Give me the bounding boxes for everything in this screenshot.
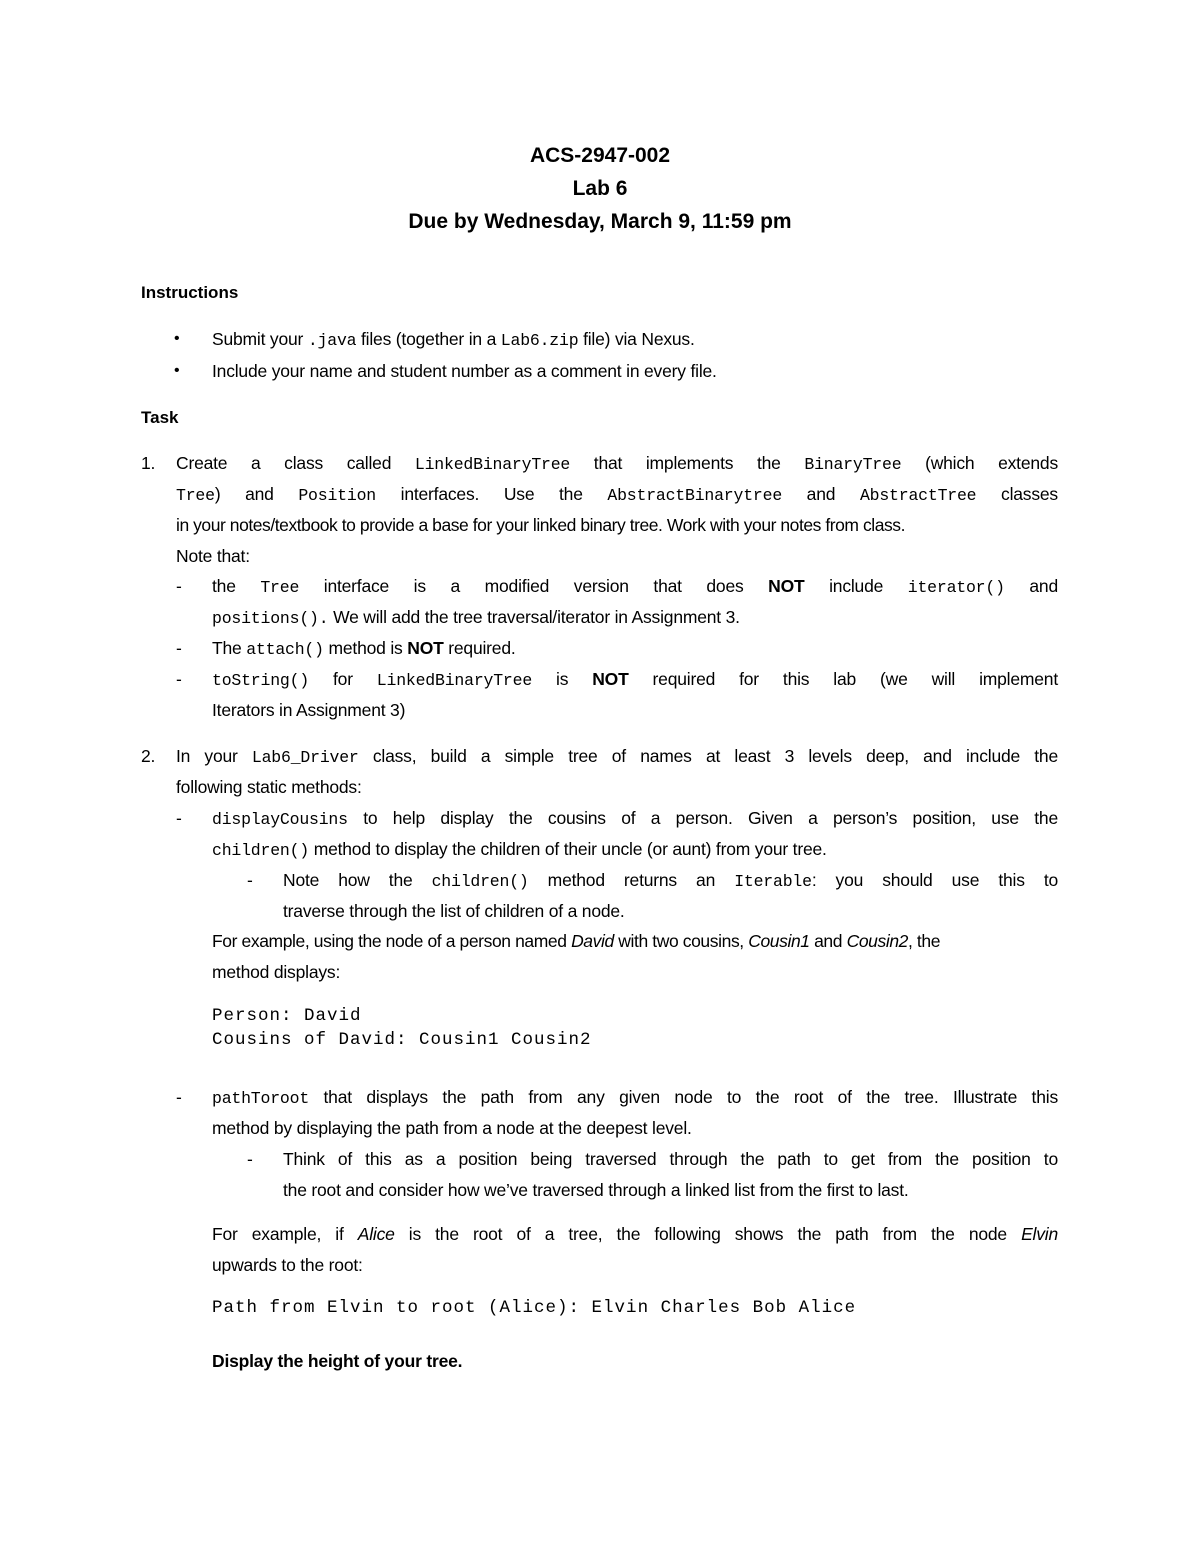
instructions-heading: Instructions <box>141 283 239 302</box>
course-code: ACS-2947-002 <box>529 144 671 167</box>
list-number: 2. <box>141 746 156 766</box>
sub-note-line: Note how the children() method returns an Iterable: you should use this to <box>283 870 1059 891</box>
example-line: method displays: <box>212 962 341 982</box>
list-number: 1. <box>141 453 156 473</box>
bullet-icon: • <box>174 330 180 347</box>
method-line: pathToroot that displays the path from any given node to the root of the tree. Illustrate this <box>212 1087 1058 1108</box>
task-item-1-line: Create a class called LinkedBinaryTree that implements the BinaryTree (which extends <box>176 453 1058 474</box>
example-line: upwards to the root: <box>212 1255 363 1275</box>
method-line: children() method to display the children of their uncle (or aunt) from your tree. <box>212 839 827 860</box>
note-line: the Tree interface is a modified version that does NOT include iterator() and <box>212 576 1058 597</box>
code-sample-line: Cousins of David: Cousin1 Cousin2 <box>212 1030 592 1050</box>
bullet-icon: • <box>174 362 180 379</box>
dash-marker: - <box>247 870 253 890</box>
code-sample-line: Person: David <box>212 1006 362 1026</box>
task-item-2-line: following static methods: <box>176 777 362 797</box>
due-date: Due by Wednesday, March 9, 11:59 pm <box>408 210 792 233</box>
dash-marker: - <box>176 576 182 596</box>
dash-marker: - <box>176 1087 182 1107</box>
example-line: For example, using the node of a person named David with two cousins, Cousin1 and Cousin2, the <box>212 931 941 951</box>
sub-note-line: Think of this as a position being traversed through the path to get from the position to <box>283 1149 1058 1169</box>
dash-marker: - <box>176 808 182 828</box>
note-line: toString() for LinkedBinaryTree is NOT required for this lab (we will implement <box>212 669 1058 690</box>
method-line: displayCousins to help display the cousins of a person. Given a person’s position, use the <box>212 808 1058 829</box>
note-line: The attach() method is NOT required. <box>212 638 516 659</box>
dash-marker: - <box>247 1149 253 1169</box>
sub-note-line: traverse through the list of children of a node. <box>283 901 625 921</box>
example-line: For example, if Alice is the root of a tree, the following shows the path from the node Elvin <box>212 1224 1058 1244</box>
lab-title: Lab 6 <box>572 177 628 200</box>
note-line: positions(). We will add the tree traversal/iterator in Assignment 3. <box>212 607 740 628</box>
dash-marker: - <box>176 638 182 658</box>
task-item-2-line: In your Lab6_Driver class, build a simple tree of names at least 3 levels deep, and include the <box>176 746 1058 767</box>
task-item-1-line: Note that: <box>176 546 250 566</box>
sub-note-line: the root and consider how we’ve traversed through a linked list from the first to last. <box>283 1180 909 1200</box>
note-line: Iterators in Assignment 3) <box>212 700 406 720</box>
task-item-1-line: in your notes/textbook to provide a base for your linked binary tree. Work with your notes from class. <box>176 515 906 535</box>
code-sample-line: Path from Elvin to root (Alice): Elvin Charles Bob Alice <box>212 1298 857 1318</box>
closing-instruction: Display the height of your tree. <box>212 1351 463 1371</box>
dash-marker: - <box>176 669 182 689</box>
method-line: method by displaying the path from a node at the deepest level. <box>212 1118 692 1138</box>
instruction-item: Submit your .java files (together in a Lab6.zip file) via Nexus. <box>212 329 695 350</box>
task-item-1-line: Tree) and Position interfaces. Use the AbstractBinarytree and AbstractTree classes <box>176 484 1058 505</box>
instruction-item: Include your name and student number as a comment in every file. <box>212 361 717 381</box>
task-heading: Task <box>141 408 179 427</box>
